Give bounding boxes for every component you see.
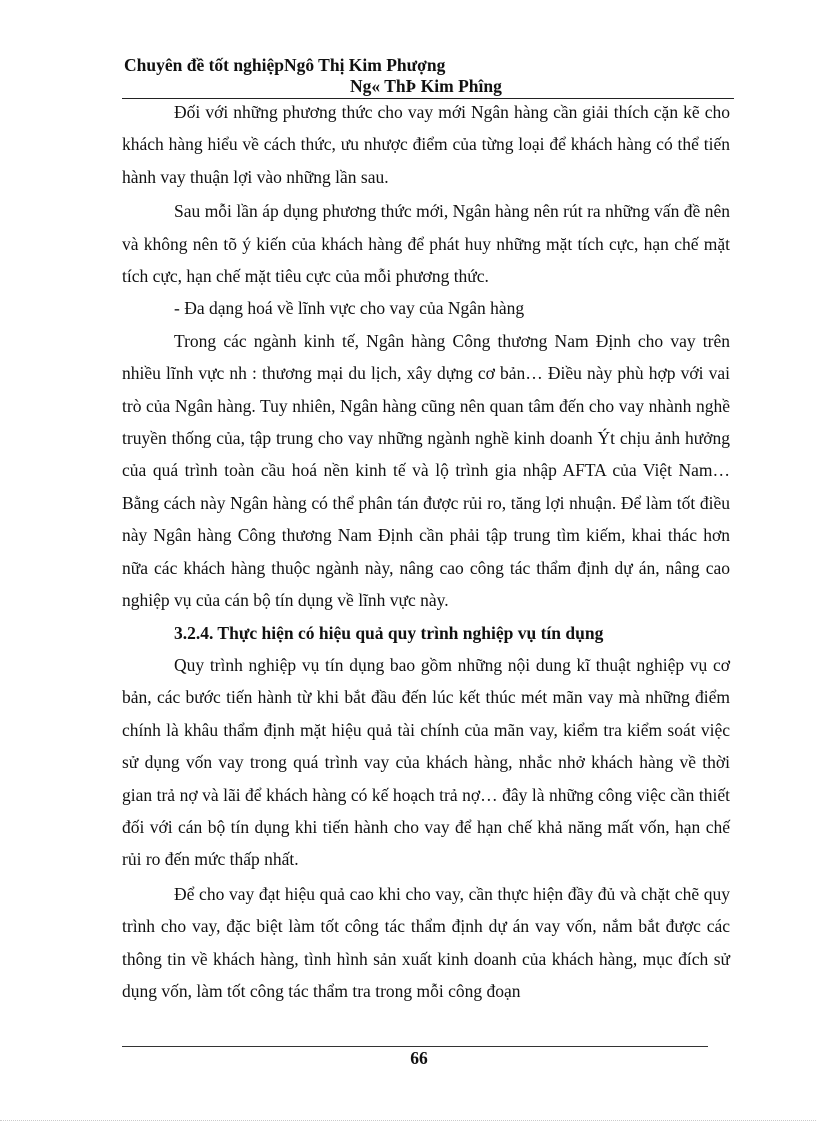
paragraph: Đối với những phương thức cho vay mới Ngân hàng cần giải thích cặn kẽ cho khách hàng hiểu về cách thức, ưu nhược điểm của từng loại để khách hàng có thể tiến hành vay thuận lợi vào những lần sau. xyxy=(122,102,730,187)
page-number: 66 xyxy=(410,1048,428,1068)
paragraph: Quy trình nghiệp vụ tín dụng bao gồm những nội dung kĩ thuật nghiệp vụ cơ bản, các bước tiến hành từ khi bắt đầu đến lúc kết thúc mét mãn vay mà những điểm chính là khâu thẩm định mặt hiệu quả tài chính của mãn vay, kiểm tra kiểm soát việc sử dụng vốn vay trong quá trình vay của khách hàng, nhắc nhở khách hàng về thời gian trả nợ và lãi để khách hàng có kế hoạch trả nợ… đây là những công việc cần thiết đối với cán bộ tín dụng khi tiến hành cho vay để hạn chế khả năng mất vốn, hạn chế rủi ro đến mức thấp nhất. xyxy=(122,654,730,870)
page-edge xyxy=(0,1120,816,1121)
body-text xyxy=(122,96,730,1007)
paragraph: Sau mỗi lần áp dụng phương thức mới, Ngân hàng nên rút ra những vấn đề nên và không nên tõ ý kiến của khách hàng để phát huy những mặt tích cực, hạn chế mặt tích cực, hạn chế mặt tiêu cực của mỗi phương thức. xyxy=(122,201,730,287)
header-title: Chuyên đề tốt nghiệpNgô Thị Kim Phượng xyxy=(124,55,446,75)
bullet-item: - Đa dạng hoá về lĩnh vực cho vay của Ngân hàng xyxy=(174,298,525,319)
footer-divider xyxy=(122,1046,708,1047)
header-subtitle: Ng« ThÞ Kim Phîng xyxy=(350,76,502,96)
section-heading: 3.2.4. Thực hiện có hiệu quả quy trình nghiệp vụ tín dụng xyxy=(174,622,604,643)
paragraph: Để cho vay đạt hiệu quả cao khi cho vay, cần thực hiện đầy đủ và chặt chẽ quy trình cho vay, đặc biệt làm tốt công tác thẩm định dự án vay vốn, nắm bắt được các thông tin về khách hàng, tình hình sản xuất kinh doanh của khách hàng, mục đích sử dụng vốn, làm tốt công tác thẩm tra trong mỗi công đoạn xyxy=(122,883,730,1001)
paragraph: Trong các ngành kinh tế, Ngân hàng Công thương Nam Định cho vay trên nhiều lĩnh vực nh : thương mại du lịch, xây dựng cơ bản… Điều này phù hợp với vai trò của Ngân hàng. Tuy nhiên, Ngân hàng cũng nên quan tâm đến cho vay nhành nghề truyền thống của, tập trung cho vay những ngành nghề kinh doanh Ýt chịu ảnh hưởng của quá trình toàn cầu hoá nền kinh tế và lộ trình gia nhập AFTA của Việt Nam… Bằng cách này Ngân hàng có thể phân tán được rủi ro, tăng lợi nhuận. Để làm tốt điều này Ngân hàng Công thương Nam Định cần phải tập trung tìm kiếm, khai thác hơn nữa các khách hàng thuộc ngành này, nâng cao công tác thẩm định dự án, nâng cao nghiệp vụ của cán bộ tín dụng về lĩnh vực này. xyxy=(122,330,730,611)
